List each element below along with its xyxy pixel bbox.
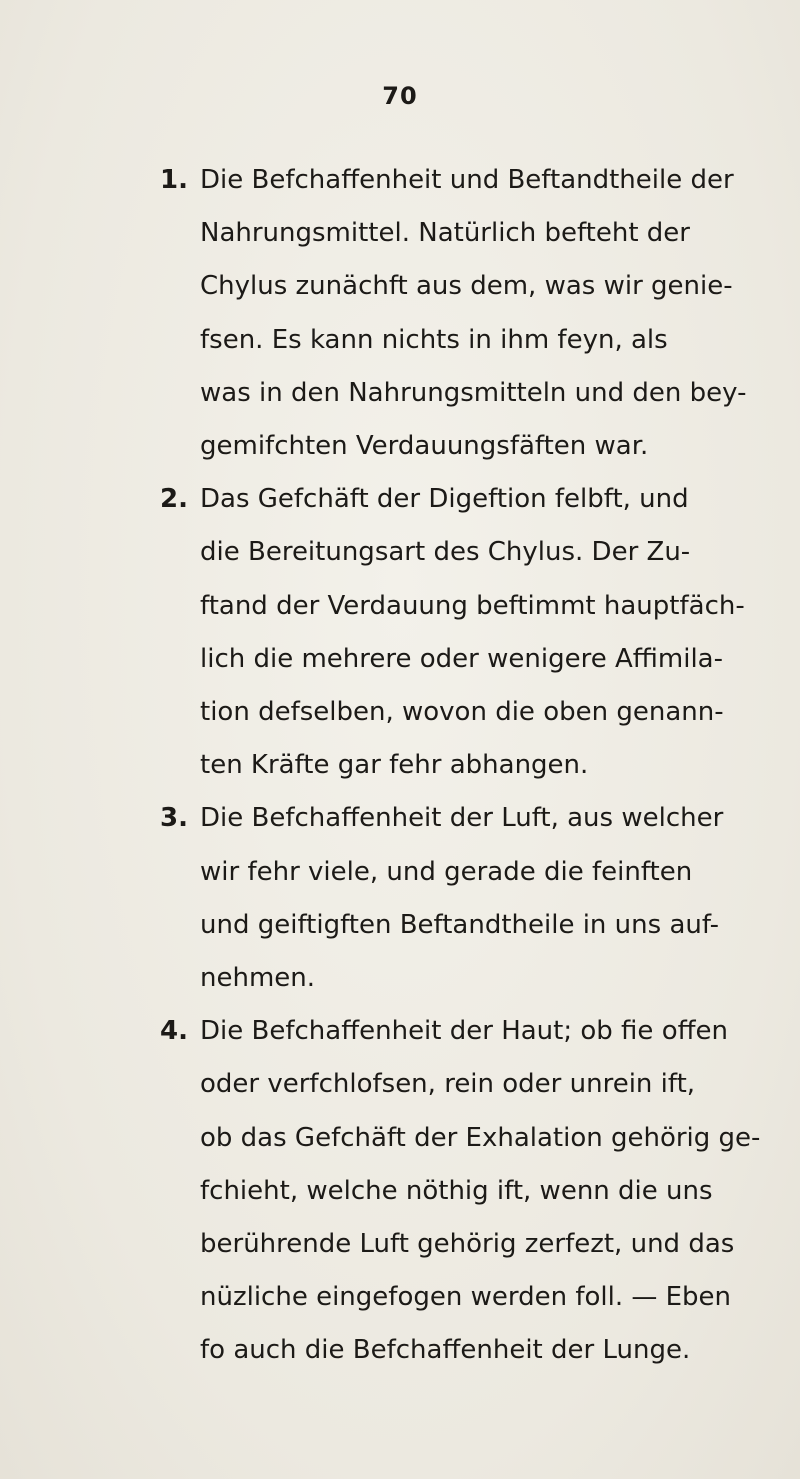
page-body	[160, 154, 770, 1378]
text-line: und geiftigften Beftandtheile in uns auf-	[200, 909, 719, 940]
text-line: die Bereitungsart des Chylus. Der Zu-	[200, 537, 691, 568]
text-line: fo auch die Befchaffenheit der Lunge.	[200, 1335, 691, 1366]
text-line: berührende Luft gehörig zerfezt, und das	[200, 1229, 735, 1260]
text-line: nüzliche eingefogen werden foll. — Eben	[200, 1282, 732, 1313]
text-line: Nahrungsmittel. Natürlich befteht der	[200, 218, 690, 249]
text-line: oder verfchlofsen, rein oder unrein ift,	[200, 1069, 696, 1100]
item-number: 3.	[160, 803, 188, 834]
text-line: gemifchten Verdauungsfäften war.	[200, 431, 649, 462]
text-line: ten Kräfte gar fehr abhangen.	[200, 750, 589, 781]
list-item-3	[160, 792, 770, 1005]
text-line: fchieht, welche nöthig ift, wenn die uns	[200, 1175, 713, 1206]
text-line: Die Befchaffenheit der Haut; ob fie offen	[200, 1016, 728, 1047]
text-line: ob das Gefchäft der Exhalation gehörig ge-	[200, 1122, 761, 1153]
page-number: 70	[382, 82, 418, 110]
list-item-4	[160, 1005, 770, 1377]
text-line: was in den Nahrungsmitteln und den bey-	[200, 377, 747, 408]
text-line: Die Befchaffenheit der Luft, aus welcher	[200, 803, 724, 834]
text-line: wir fehr viele, und gerade die feinften	[200, 856, 693, 887]
text-line: Die Befchaffenheit und Beftandtheile der	[200, 165, 734, 195]
text-line: fsen. Es kann nichts in ihm feyn, als	[200, 324, 668, 355]
item-number: 2.	[160, 484, 188, 515]
text-line: Das Gefchäft der Digeftion felbft, und	[200, 484, 689, 515]
item-number: 1.	[160, 165, 188, 195]
text-line: Chylus zunächft aus dem, was wir genie-	[200, 271, 733, 302]
text-line: ftand der Verdauung beftimmt hauptfäch-	[200, 590, 745, 621]
text-line: tion defselben, wovon die oben genann-	[200, 697, 724, 728]
list-item-1	[160, 154, 770, 473]
text-line: lich die mehrere oder wenigere Affimila-	[200, 643, 723, 674]
list-item-2	[160, 473, 770, 792]
text-line: nehmen.	[200, 963, 316, 994]
item-number: 4.	[160, 1016, 188, 1047]
